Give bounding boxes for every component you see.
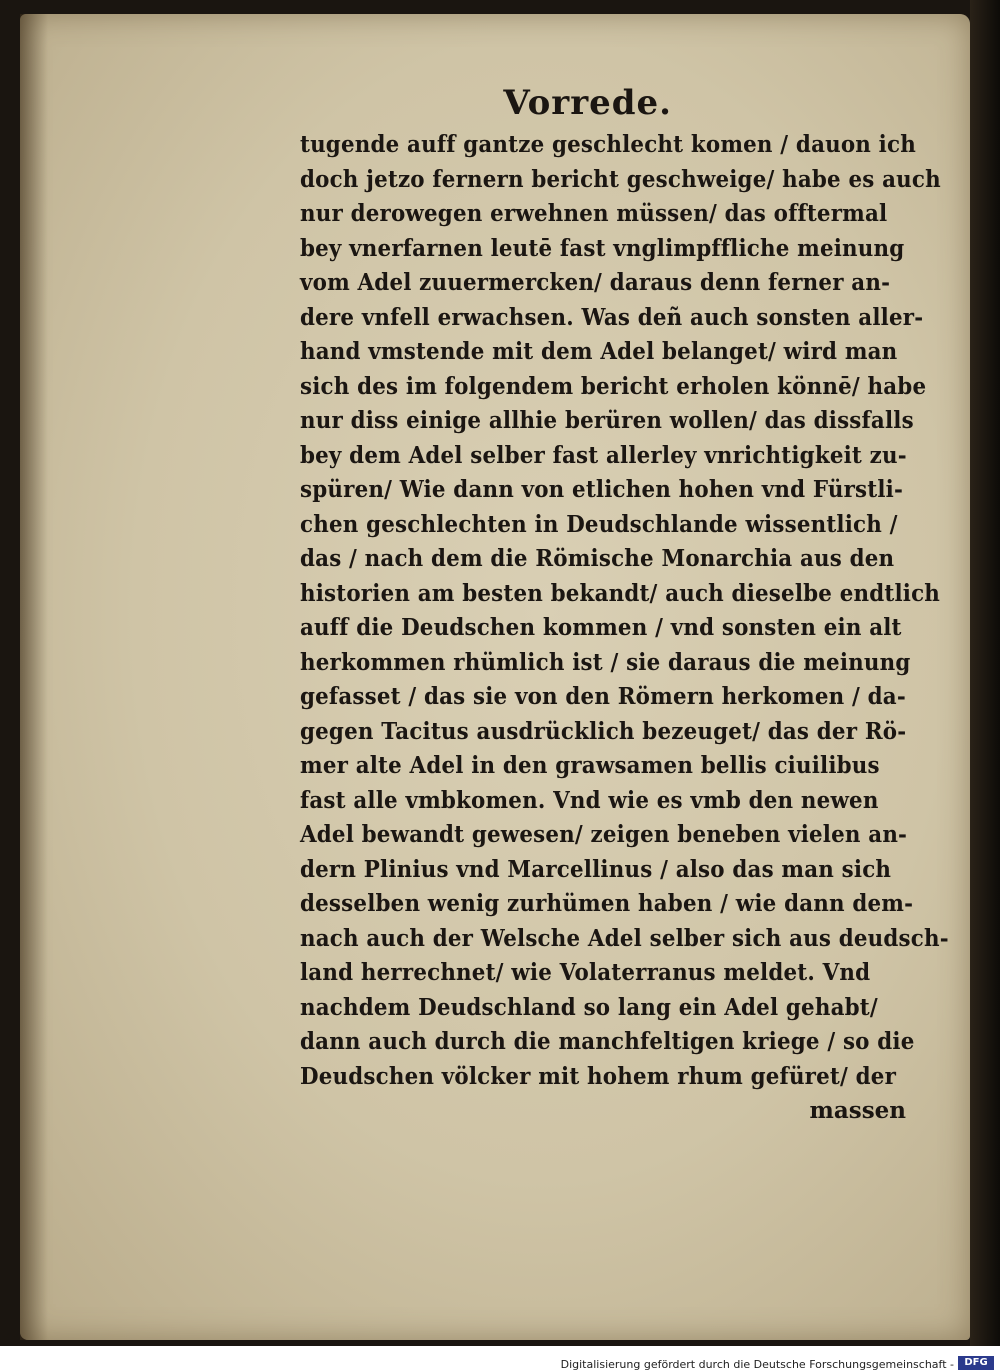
text-line: hand vmstende mit dem Adel belanget/ wird man: [300, 338, 898, 365]
dfg-logo: DFG: [958, 1356, 994, 1370]
text-line: sich des im folgendem bericht erholen könnē/ habe: [300, 372, 927, 400]
text-lines: [300, 128, 949, 1094]
text-line: bey vnerfarnen leutē fast vnglimpffliche meinung: [300, 234, 905, 262]
text-line: historien am besten bekandt/ auch dieselbe endtlich: [300, 579, 941, 607]
text-line: dere vnfell erwachsen. Was deñ auch sonsten aller-: [300, 303, 924, 331]
page-edge: [970, 0, 1000, 1346]
binding-gutter-shadow: [20, 14, 48, 1340]
text-line: Adel bewandt gewesen/ zeigen beneben vielen an-: [300, 821, 908, 848]
text-line: das / nach dem die Römische Monarchia aus den: [300, 545, 895, 572]
text-line: nachdem Deudschland so lang ein Adel gehabt/: [300, 993, 878, 1021]
text-line: vom Adel zuuermercken/ daraus denn ferner an-: [300, 269, 891, 296]
text-line: gefasset / das sie von den Römern herkomen / da-: [300, 683, 906, 710]
text-line: gegen Tacitus ausdrücklich bezeuget/ das der Rö-: [300, 717, 907, 745]
text-line: chen geschlechten in Deudschlande wissentlich /: [300, 510, 898, 538]
text-line: herkommen rhümlich ist / sie daraus die meinung: [300, 648, 911, 676]
catchword: massen: [809, 1097, 906, 1124]
text-line: bey dem Adel selber fast allerley vnrichtigkeit zu-: [300, 441, 907, 469]
text-line: doch jetzo fernern bericht geschweige/ habe es auch: [300, 165, 941, 193]
text-line: nach auch der Welsche Adel selber sich aus deudsch-: [300, 924, 949, 952]
text-line: auff die Deudschen kommen / vnd sonsten ein alt: [300, 614, 902, 641]
text-line: spüren/ Wie dann von etlichen hohen vnd Fürstli-: [300, 476, 904, 503]
text-line: dern Plinius vnd Marcellinus / also das man sich: [300, 855, 892, 883]
text-line: dann auch durch die manchfeltigen kriege / so die: [300, 1028, 915, 1055]
text-line: tugende auff gantze geschlecht komen / dauon ich: [300, 131, 916, 158]
text-line: mer alte Adel in den grawsamen bellis ciuilibus: [300, 752, 880, 779]
text-line: desselben wenig zurhümen haben / wie dann dem-: [300, 890, 914, 917]
running-header: Vorrede.: [503, 83, 672, 123]
text-line: land herrechnet/ wie Volaterranus meldet. Vnd: [300, 959, 871, 986]
text-line: nur diss einige allhie berüren wollen/ das dissfalls: [300, 407, 914, 434]
text-line: fast alle vmbkomen. Vnd wie es vmb den newen: [300, 786, 879, 814]
text-line: Deudschen völcker mit hohem rhum gefüret/ der: [300, 1062, 897, 1090]
text-block: [300, 78, 949, 1128]
text-line: nur derowegen erwehnen müssen/ das offtermal: [300, 200, 888, 227]
funding-credit: Digitalisierung gefördert durch die Deutsche Forschungsgemeinschaft -: [560, 1358, 954, 1371]
